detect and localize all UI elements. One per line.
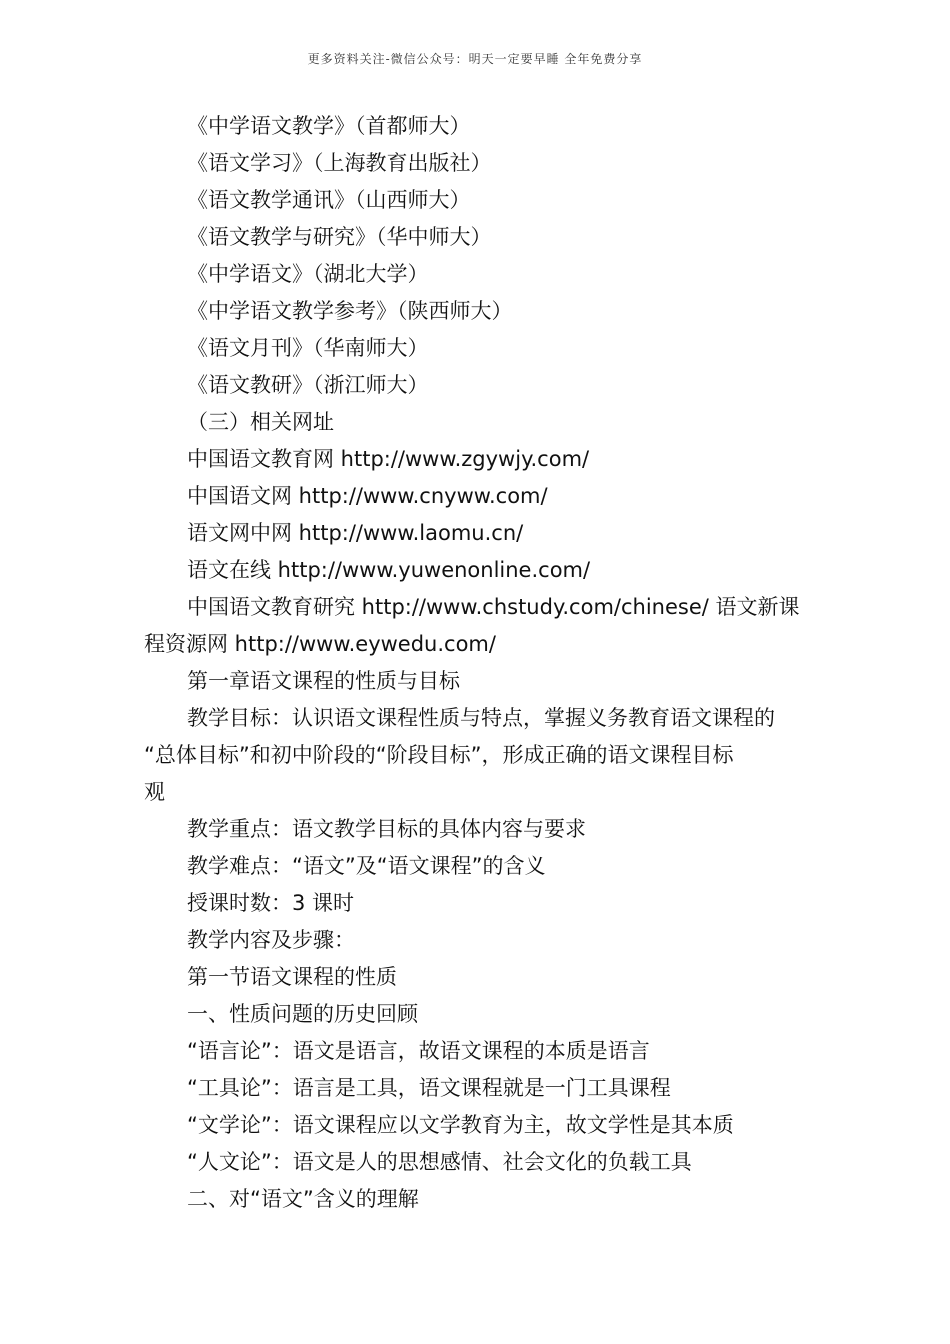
teaching-objective: “总体目标”和初中阶段的“阶段目标”，形成正确的语文课程目标 [144, 743, 734, 767]
content-steps-label: 教学内容及步骤： [187, 928, 355, 952]
theory-item: “工具论”：语言是工具，语文课程就是一门工具课程 [187, 1076, 671, 1100]
section-title: 第一节语文课程的性质 [187, 965, 397, 989]
website-item: 中国语文教育研究 http://www.chstudy.com/chinese/ 语文新课 [187, 595, 800, 619]
theory-item: “语言论”：语文是语言，故语文课程的本质是语言 [187, 1039, 650, 1063]
teaching-objective: 观 [144, 780, 165, 804]
journal-item: 《语文教学通讯》（山西师大） [187, 188, 471, 212]
document-body [144, 108, 812, 1218]
teaching-key-point: 教学重点：语文教学目标的具体内容与要求 [187, 817, 586, 841]
website-item: 语文网中网 http://www.laomu.cn/ [187, 521, 524, 545]
journal-item: 《中学语文》（湖北大学） [187, 262, 429, 286]
website-item: 语文在线 http://www.yuwenonline.com/ [187, 558, 591, 582]
theory-item: “文学论”：语文课程应以文学教育为主，故文学性是其本质 [187, 1113, 734, 1137]
section-heading-websites: （三）相关网址 [187, 410, 334, 434]
website-item: 中国语文网 http://www.cnyww.com/ [187, 484, 548, 508]
journal-item: 《语文教学与研究》（华中师大） [187, 225, 492, 249]
journal-item: 《中学语文教学参考》（陕西师大） [187, 299, 513, 323]
theory-item: “人文论”：语文是人的思想感情、社会文化的负载工具 [187, 1150, 692, 1174]
teaching-difficulty: 教学难点：“语文”及“语文课程”的含义 [187, 854, 546, 878]
chapter-title: 第一章语文课程的性质与目标 [187, 669, 460, 693]
class-hours: 授课时数：3 课时 [187, 891, 355, 915]
journal-item: 《中学语文教学》（首都师大） [187, 114, 471, 138]
part-title: 一、性质问题的历史回顾 [187, 1002, 418, 1026]
teaching-objective: 教学目标：认识语文课程性质与特点，掌握义务教育语文课程的 [187, 706, 775, 730]
part-title: 二、对“语文”含义的理解 [187, 1187, 419, 1211]
journal-item: 《语文学习》（上海教育出版社） [187, 151, 492, 175]
website-item: 程资源网 http://www.eywedu.com/ [144, 632, 496, 656]
journal-item: 《语文教研》（浙江师大） [187, 373, 429, 397]
page-header: 更多资料关注-微信公众号：明天一定要早睡 全年免费分享 [307, 52, 643, 66]
website-item: 中国语文教育网 http://www.zgywjy.com/ [187, 447, 590, 471]
journal-item: 《语文月刊》（华南师大） [187, 336, 429, 360]
